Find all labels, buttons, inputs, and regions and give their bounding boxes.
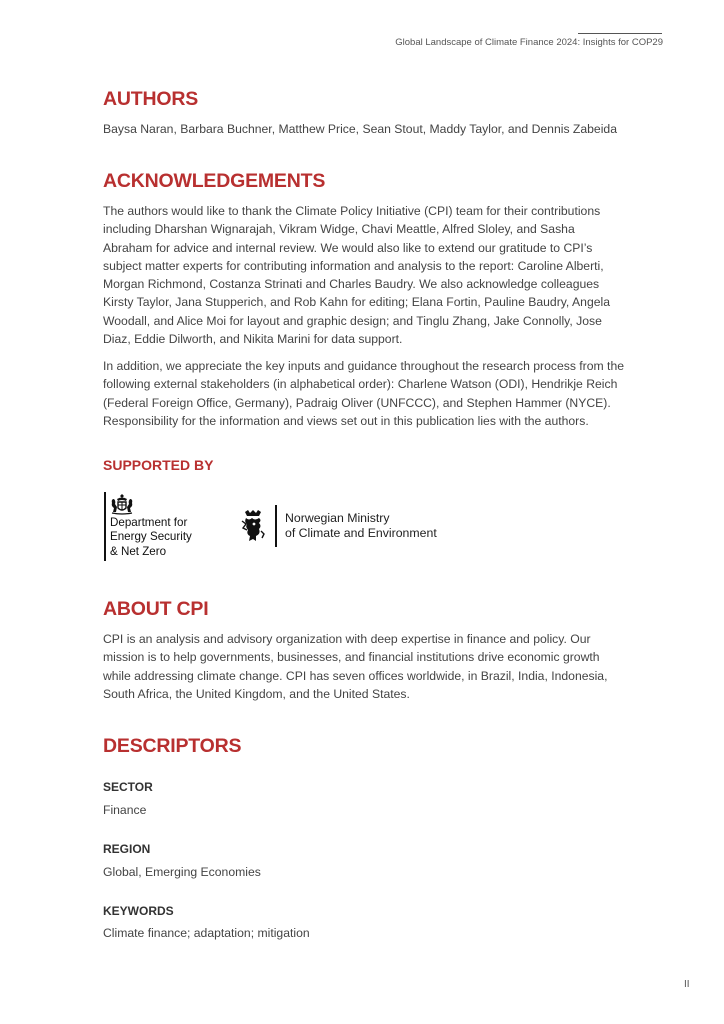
descriptors-heading: DESCRIPTORS <box>103 735 242 757</box>
keywords-value: Climate finance; adaptation; mitigation <box>103 926 310 940</box>
desnz-logo-bar <box>104 492 106 561</box>
region-value: Global, Emerging Economies <box>103 865 261 879</box>
header-rule <box>578 33 662 34</box>
about-cpi-heading: ABOUT CPI <box>103 598 209 620</box>
region-label: REGION <box>103 842 151 856</box>
norwegian-logo-bar <box>275 505 277 547</box>
norwegian-logo-text: Norwegian Ministry of Climate and Environment <box>285 511 437 540</box>
sector-label: SECTOR <box>103 780 153 794</box>
sector-value: Finance <box>103 803 147 817</box>
desnz-logo <box>104 492 214 562</box>
acknowledgements-heading: ACKNOWLEDGEMENTS <box>103 170 326 192</box>
running-header: Global Landscape of Climate Finance 2024: Insights for COP29 <box>395 37 663 48</box>
supported-by-heading: SUPPORTED BY <box>103 457 214 473</box>
norwegian-lion-icon <box>240 509 266 543</box>
authors-heading: AUTHORS <box>103 88 199 110</box>
authors-text: Baysa Naran, Barbara Buchner, Matthew Price, Sean Stout, Maddy Taylor, and Dennis Zabeida <box>103 122 617 136</box>
page-number: II <box>684 979 690 990</box>
desnz-logo-text: Department for Energy Security & Net Zero <box>110 516 192 558</box>
norwegian-ministry-logo <box>240 505 450 549</box>
about-cpi-text: CPI is an analysis and advisory organization with deep expertise in finance and policy. Our mission is to help governments, businesses, and financial institutions drive economic growth while addressing climate change. CPI has seven offices worldwide, in Brazil, India, Indonesia, South Africa, the United Kingdom, and the United States. <box>103 632 608 701</box>
royal-crest-icon <box>109 493 135 515</box>
acknowledgements-paragraph-1: The authors would like to thank the Climate Policy Initiative (CPI) team for their contributions including Dharshan Wignarajah, Vikram Widge, Chavi Meattle, Alfred Sloley, and Sasha Abraham for advice and internal review. We would also like to extend our gratitude to CPI’s subject matter experts for contributing information and analysis to the report: Caroline Alberti, Morgan Richmond, Costanza Strinati and Charles Baudry. We also acknowledge colleagues Kirsty Taylor, Jana Stupperich, and Rob Kahn for editing; Elana Fortin, Pauline Baudry, Angela Woodall, and Alice Moi for layout and graphic design; and Tinglu Zhang, Jake Connolly, Jose Diaz, Eddie Dilworth, and Nikita Marini for data support. <box>103 204 610 347</box>
acknowledgements-paragraph-2: In addition, we appreciate the key inputs and guidance throughout the research process from the following external stakeholders (in alphabetical order): Charlene Watson (ODI), Hendrikje Reich (Federal Foreign Office, Germany), Padraig Oliver (UNFCCC), and Stephen Hammer (NYCE). Responsibility for the information and views set out in this publication lies with the authors. <box>103 359 625 428</box>
keywords-label: KEYWORDS <box>103 904 174 918</box>
